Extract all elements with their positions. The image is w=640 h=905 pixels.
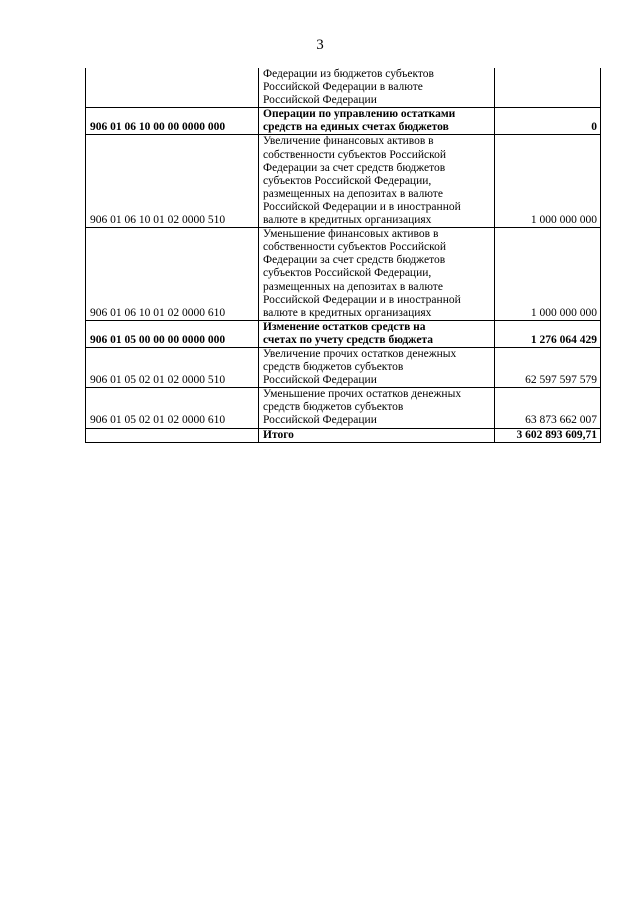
description-cell: Федерации из бюджетов субъектов Российской Федерации в валюте Российской Федерации bbox=[259, 68, 495, 108]
description-cell: Уменьшение прочих остатков денежных средств бюджетов субъектов Российской Федерации bbox=[259, 388, 495, 428]
amount-cell: 0 bbox=[495, 108, 601, 135]
page-number: 3 bbox=[316, 37, 324, 53]
table-row bbox=[86, 228, 601, 321]
table-row bbox=[86, 347, 601, 387]
budget-code-cell: 906 01 05 02 01 02 0000 610 bbox=[86, 388, 259, 428]
budget-code-cell bbox=[86, 428, 259, 442]
budget-code-cell: 906 01 05 00 00 00 0000 000 bbox=[86, 320, 259, 347]
total-amount: 3 602 893 609,71 bbox=[495, 428, 601, 442]
total-label: Итого bbox=[259, 428, 495, 442]
budget-code-cell bbox=[86, 68, 259, 108]
budget-sources-table bbox=[85, 68, 601, 443]
description-cell: Увеличение прочих остатков денежных средств бюджетов субъектов Российской Федерации bbox=[259, 347, 495, 387]
budget-code-cell: 906 01 05 02 01 02 0000 510 bbox=[86, 347, 259, 387]
budget-code-cell: 906 01 06 10 01 02 0000 610 bbox=[86, 228, 259, 321]
amount-cell: 1 000 000 000 bbox=[495, 135, 601, 228]
budget-code-cell: 906 01 06 10 00 00 0000 000 bbox=[86, 108, 259, 135]
table-row bbox=[86, 68, 601, 108]
description-cell: Уменьшение финансовых активов в собственности субъектов Российской Федерации за счет средств бюджетов субъектов Российской Федерации, размещенных на депозитах в валюте Российской Федерации и в иностранной валюте в кредитных организациях bbox=[259, 228, 495, 321]
table-row bbox=[86, 108, 601, 135]
amount-cell: 1 000 000 000 bbox=[495, 228, 601, 321]
table-row bbox=[86, 320, 601, 347]
total-row bbox=[86, 428, 601, 442]
amount-cell: 63 873 662 007 bbox=[495, 388, 601, 428]
description-cell: Операции по управлению остатками средств на единых счетах бюджетов bbox=[259, 108, 495, 135]
amount-cell: 62 597 597 579 bbox=[495, 347, 601, 387]
table-row bbox=[86, 135, 601, 228]
table-row bbox=[86, 388, 601, 428]
description-cell: Увеличение финансовых активов в собственности субъектов Российской Федерации за счет средств бюджетов субъектов Российской Федерации, размещенных на депозитах в валюте Российской Федерации и в иностранной валюте в кредитных организациях bbox=[259, 135, 495, 228]
budget-code-cell: 906 01 06 10 01 02 0000 510 bbox=[86, 135, 259, 228]
description-cell: Изменение остатков средств на счетах по учету средств бюджета bbox=[259, 320, 495, 347]
amount-cell bbox=[495, 68, 601, 108]
amount-cell: 1 276 064 429 bbox=[495, 320, 601, 347]
